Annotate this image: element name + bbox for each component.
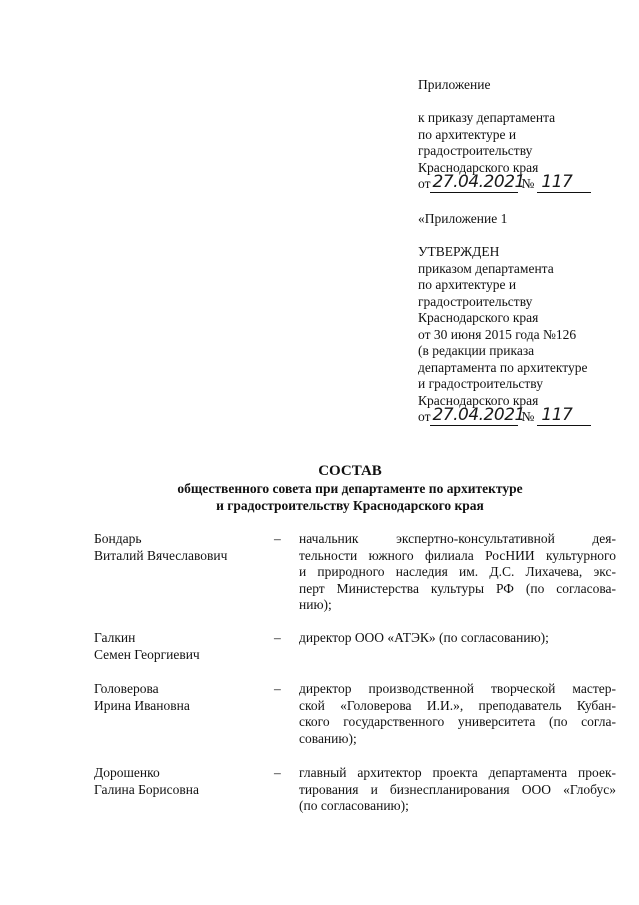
role-line: директор ООО «АТЭК» (по согласованию); <box>299 630 549 645</box>
member-given-name: Галина Борисовна <box>94 781 199 797</box>
member-role <box>299 531 616 614</box>
member-dash: – <box>274 765 281 780</box>
role-line: перт Министерства культуры РФ (по согласова- <box>299 580 616 596</box>
handwritten-date-field <box>430 172 525 193</box>
approved-line: от 30 июня 2015 года №126 <box>418 326 577 342</box>
title-main: СОСТАВ <box>318 463 382 479</box>
member-name <box>94 630 264 663</box>
from-label: от <box>418 176 431 191</box>
handwritten-number-field <box>537 174 591 193</box>
member-dash: – <box>274 630 281 645</box>
appendix-title: Приложение <box>418 77 491 92</box>
member-role <box>299 765 616 815</box>
approved-line: градостроительству <box>418 293 533 309</box>
member-name <box>94 531 264 564</box>
role-line: главный архитектор проекта департамента проек- <box>299 765 616 780</box>
appendix-header <box>418 77 490 94</box>
member-dash: – <box>274 531 281 546</box>
approved-line: по архитектуре и <box>418 277 517 292</box>
member-surname: Головерова <box>94 681 159 696</box>
approved-line: Краснодарского края <box>418 310 539 325</box>
approved-date-line <box>418 405 591 426</box>
role-line: начальник экспертно-консультативной дея- <box>299 531 616 546</box>
approved-appendix-label: «Приложение 1 <box>418 211 508 226</box>
approved-header <box>418 211 507 228</box>
handwritten-number-field <box>537 407 591 426</box>
appendix-date-line <box>418 172 591 193</box>
from-label: от <box>418 409 431 424</box>
member-given-name: Семен Георгиевич <box>94 646 200 662</box>
document-title <box>100 462 600 514</box>
approved-line: Краснодарского края <box>418 392 539 408</box>
appendix-line: градостроительству <box>418 143 533 158</box>
approved-line: приказом департамента <box>418 260 554 276</box>
number-sign: № <box>521 409 535 424</box>
handwritten-date: 27.04.2021 <box>432 405 525 425</box>
approved-label: УТВЕРЖДЕН <box>418 244 500 259</box>
member-surname: Дорошенко <box>94 765 160 780</box>
member-role <box>299 630 616 647</box>
member-name <box>94 765 264 798</box>
member-given-name: Ирина Ивановна <box>94 697 190 713</box>
member-surname: Галкин <box>94 630 136 645</box>
approved-block <box>418 244 591 426</box>
member-name <box>94 681 264 714</box>
handwritten-number: 117 <box>541 172 573 192</box>
handwritten-number: 117 <box>541 405 573 425</box>
appendix-line: по архитектуре и <box>418 126 517 142</box>
role-line: ской «Головерова И.И.», преподаватель Кубан- <box>299 697 616 713</box>
title-subtitle-line2: и градостроительству Краснодарского края <box>216 498 484 513</box>
member-role <box>299 681 616 747</box>
approved-line: (в редакции приказа <box>418 343 535 358</box>
role-line: тельности южного филиала РосНИИ культурного <box>299 547 616 563</box>
handwritten-date-field <box>430 405 525 426</box>
role-line: сованию); <box>299 730 357 746</box>
member-dash: – <box>274 681 281 696</box>
approved-line: и градостроительству <box>418 376 543 391</box>
number-sign: № <box>521 176 535 191</box>
approved-line: департамента по архитектуре <box>418 359 588 375</box>
role-line: нию); <box>299 597 332 612</box>
member-given-name: Виталий Вячеславович <box>94 547 228 563</box>
handwritten-date: 27.04.2021 <box>432 172 525 192</box>
role-line: тирования и бизнеспланирования ООО «Глобус» <box>299 781 616 797</box>
appendix-line: к приказу департамента <box>418 110 556 125</box>
role-line: ского государственного университета (по согла- <box>299 714 616 729</box>
role-line: директор производственной творческой мастер- <box>299 681 616 696</box>
appendix-order-ref <box>418 110 591 193</box>
role-line: (по согласованию); <box>299 798 409 813</box>
role-line: и природного наследия им. Д.С. Лихачева, экс- <box>299 564 616 579</box>
title-subtitle-line1: общественного совета при департаменте по архитектуре <box>177 481 523 496</box>
member-surname: Бондарь <box>94 531 142 546</box>
appendix-line: Краснодарского края <box>418 159 539 175</box>
